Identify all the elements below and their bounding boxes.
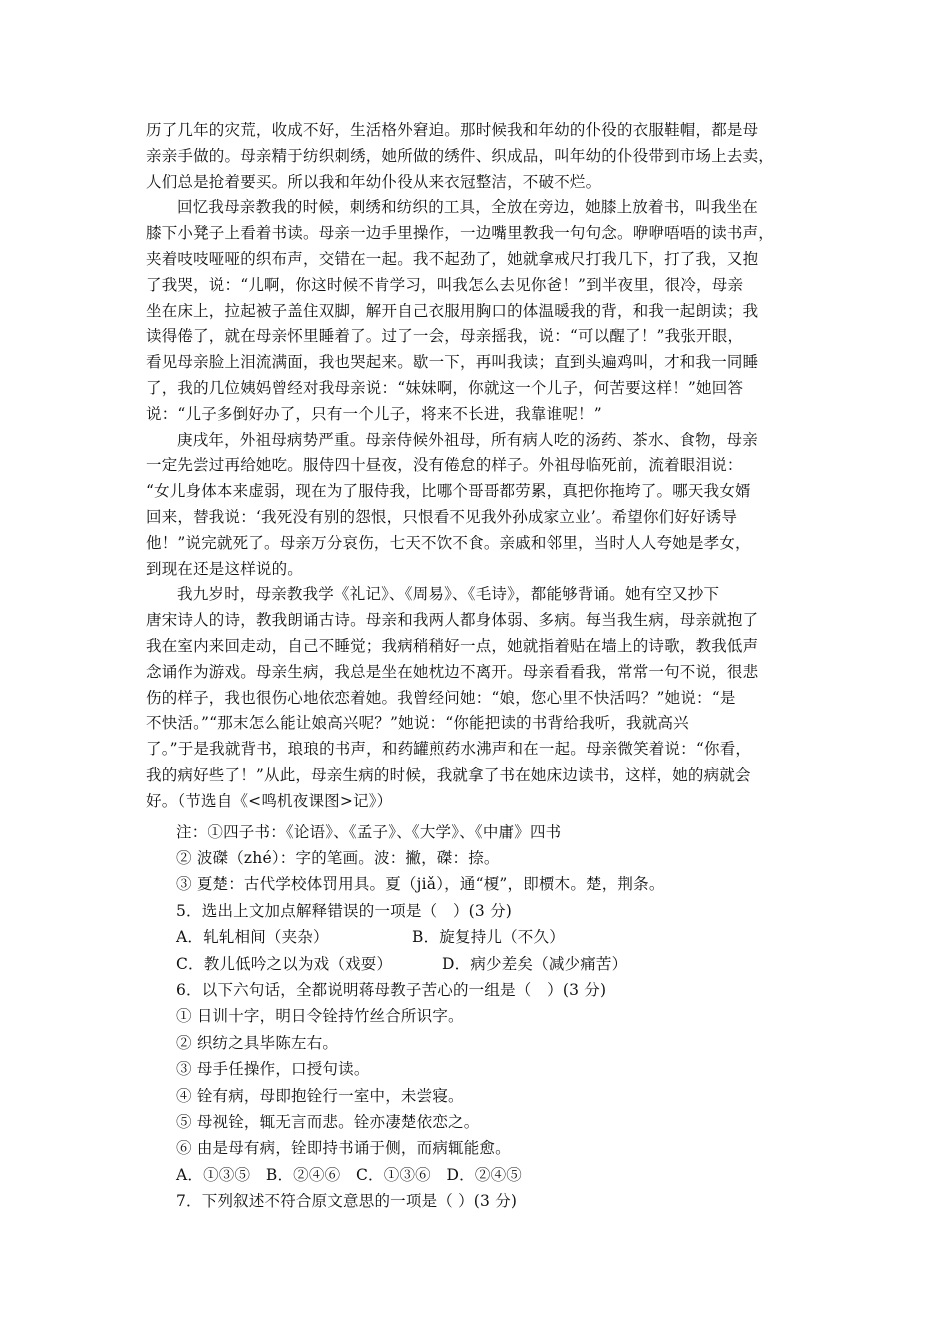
text-line: 伤的样子，我也很伤心地依恋着她。我曾经问她：“娘，您心里不快活吗？”她说：“是 bbox=[146, 688, 736, 707]
question-6-choices: A．①③⑤ B．②④⑥ C．①③⑥ D．②④⑤ bbox=[176, 1165, 522, 1184]
question-5 bbox=[146, 898, 806, 977]
text-line: 一定先尝过再给她吃。服侍四十昼夜，没有倦怠的样子。外祖母临死前，流着眼泪说： bbox=[146, 456, 743, 475]
text-line: 不快活。”“那末怎么能让娘高兴呢？”她说：“你能把读的书背给我听，我就高兴 bbox=[146, 714, 689, 733]
footnote-1: 注：①四子书：《论语》、《孟子》、《大学》、《中庸》四书 bbox=[176, 822, 562, 841]
footnotes bbox=[146, 819, 806, 898]
question-6-sentence: ⑤ 母视铨，辄无言而悲。铨亦凄楚依恋之。 bbox=[176, 1112, 480, 1131]
paragraph-2 bbox=[146, 195, 806, 427]
text-line: 膝下小凳子上看着书读。母亲一边手里操作，一边嘴里教我一句句念。咿咿唔唔的读书声， bbox=[146, 224, 775, 243]
question-5-stem: 5．选出上文加点解释错误的一项是（ ）(3 分) bbox=[176, 901, 513, 920]
text-line: 到现在还是这样说的。 bbox=[146, 559, 304, 578]
text-line: “女儿身体本来虚弱，现在为了服侍我，比哪个哥哥都劳累，真把你拖垮了。哪天我女婿 bbox=[146, 482, 751, 501]
paragraph-3 bbox=[146, 428, 806, 583]
text-line: 回忆我母亲教我的时候，刺绣和纺织的工具，全放在旁边，她膝上放着书，叫我坐在 bbox=[177, 198, 758, 217]
text-line: 唐宋诗人的诗，教我朗诵古诗。母亲和我两人都身体弱、多病。每当我生病，母亲就抱了 bbox=[146, 611, 759, 630]
text-line: 坐在床上，拉起被子盖住双脚，解开自己衣服用胸口的体温暖我的背，和我一起朗读；我 bbox=[146, 301, 759, 320]
document-page bbox=[146, 118, 806, 1215]
text-line: 念诵作为游戏。母亲生病，我总是坐在她枕边不离开。母亲看看我，常常一句不说，很悲 bbox=[146, 662, 759, 681]
footnote-2: ② 波磔（zhé）：字的笔画。波：撇，磔：捺。 bbox=[176, 848, 500, 867]
question-6-sentence: ① 日训十字，明日令铨持竹丝合所识字。 bbox=[176, 1007, 464, 1026]
question-6-stem: 6．以下六句话，全都说明蒋母教子苦心的一组是（ ）(3 分) bbox=[176, 980, 607, 999]
footnote-3: ③ 夏楚：古代学校体罚用具。夏（jiǎ），通“榎”，即槚木。楚，荆条。 bbox=[176, 875, 665, 894]
question-6-sentence: ③ 母手任操作，口授句读。 bbox=[176, 1060, 370, 1079]
text-line: 亲亲手做的。母亲精于纺织刺绣，她所做的绣件、织成品，叫年幼的仆役带到市场上去卖， bbox=[146, 146, 775, 165]
text-line: 好。（节选自《<鸣机夜课图>记》） bbox=[146, 791, 393, 810]
paragraph-4 bbox=[146, 582, 806, 814]
text-line: 读得倦了，就在母亲怀里睡着了。过了一会，母亲摇我，说：“可以醒了！”我张开眼， bbox=[146, 327, 744, 346]
question-5-options-row-1 bbox=[146, 924, 806, 950]
question-6-sentence: ⑥ 由是母有病，铨即持书诵于侧，而病辄能愈。 bbox=[176, 1139, 511, 1158]
text-line: 夹着吱吱哑哑的织布声，交错在一起。我不起劲了，她就拿戒尺打我几下，打了我，又抱 bbox=[146, 249, 759, 268]
text-line: 庚戌年，外祖母病势严重。母亲侍候外祖母，所有病人吃的汤药、茶水、食物，母亲 bbox=[177, 430, 758, 449]
text-line: 了我哭，说：“儿啊，你这时候不肯学习，叫我怎么去见你爸！”到半夜里，很冷，母亲 bbox=[146, 275, 744, 294]
text-line: 我的病好些了！”从此，母亲生病的时候，我就拿了书在她床边读书，这样，她的病就会 bbox=[146, 765, 751, 784]
option-a: A．轧轧相间（夹杂） bbox=[176, 928, 329, 947]
option-b: B．旋复持儿（不久） bbox=[412, 928, 565, 947]
question-7 bbox=[146, 1188, 806, 1214]
text-line: 我在室内来回走动，自己不睡觉；我病稍稍好一点，她就指着贴在墙上的诗歌，教我低声 bbox=[146, 636, 759, 655]
question-6-sentence: ④ 铨有病，母即抱铨行一室中，未尝寝。 bbox=[176, 1086, 464, 1105]
question-6 bbox=[146, 977, 806, 1188]
paragraph-1 bbox=[146, 118, 806, 195]
text-line: 说：“儿子多倒好办了，只有一个儿子，将来不长进，我靠谁呢！” bbox=[146, 404, 602, 423]
text-line: 历了几年的灾荒，收成不好，生活格外窘迫。那时候我和年幼的仆役的衣服鞋帽，都是母 bbox=[146, 121, 759, 139]
text-line: 看见母亲脸上泪流满面，我也哭起来。歇一下，再叫我读；直到头遍鸡叫，才和我一同睡 bbox=[146, 353, 759, 372]
option-d: D．病少差矣（减少痛苦） bbox=[442, 954, 628, 973]
text-line: 人们总是抢着要买。所以我和年幼仆役从来衣冠整洁，不破不烂。 bbox=[146, 172, 602, 191]
text-line: 他！”说完就死了。母亲万分哀伤，七天不饮不食。亲戚和邻里，当时人人夸她是孝女， bbox=[146, 533, 751, 552]
text-line: 了，我的几位姨妈曾经对我母亲说：“妹妹啊，你就这一个儿子，何苦要这样！”她回答 bbox=[146, 378, 744, 397]
question-5-options-row-2 bbox=[146, 951, 806, 977]
text-line: 了。”于是我就背书，琅琅的书声，和药罐煎药水沸声和在一起。母亲微笑着说：“你看， bbox=[146, 740, 752, 759]
question-6-sentence: ② 织纺之具毕陈左右。 bbox=[176, 1033, 339, 1052]
text-line: 我九岁时，母亲教我学《礼记》、《周易》、《毛诗》，都能够背诵。她有空又抄下 bbox=[177, 585, 720, 604]
text-line: 回来，替我说：‘我死没有别的怨恨，只恨看不见我外孙成家立业’。希望你们好好诱导 bbox=[146, 507, 738, 526]
option-c: C．教儿低吟之以为戏（戏耍） bbox=[176, 954, 393, 973]
question-7-stem: 7．下列叙述不符合原文意思的一项是（ ）(3 分) bbox=[176, 1192, 518, 1211]
